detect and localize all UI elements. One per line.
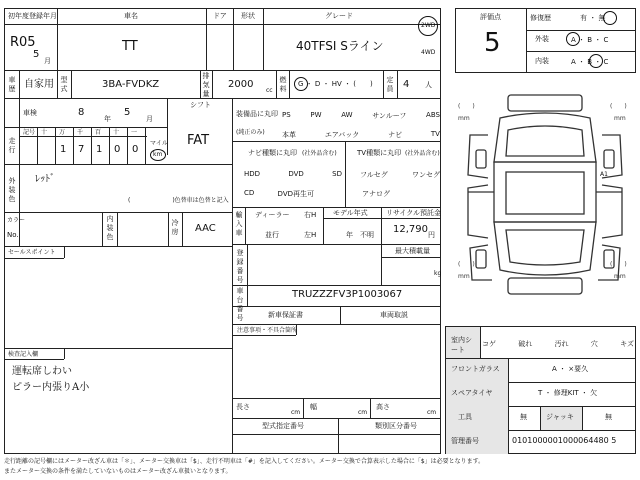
footer-line-2: またメーター交換の条件を満たしていないものはメーター改ざん車扱いとなります。 bbox=[4, 468, 232, 475]
width-cm: cm bbox=[358, 409, 368, 416]
car-name-label: 車名 bbox=[124, 12, 138, 20]
type-label: 型式 bbox=[60, 76, 68, 93]
model-year-label: モデル年式 bbox=[333, 209, 368, 217]
inspection-year: 8 bbox=[78, 107, 85, 118]
svg-text:mm: mm bbox=[614, 273, 626, 280]
reg-month-unit: 月 bbox=[44, 57, 51, 65]
checker-note-1: 運転席しわい bbox=[12, 366, 72, 377]
checker-notes-label: 検査記入欄 bbox=[8, 351, 39, 358]
navi-sub-label: (社外品含む) bbox=[302, 150, 337, 157]
mile-label: マイル bbox=[150, 140, 168, 147]
tv-item: フルセグ bbox=[360, 171, 388, 179]
odometer-header: 万 bbox=[59, 129, 66, 136]
drive-4wd: 4WD bbox=[421, 49, 436, 56]
odometer-header: 十 bbox=[41, 129, 48, 136]
equipment-item: 本革 bbox=[282, 131, 296, 139]
svg-text:( ): ( ) bbox=[610, 261, 627, 268]
color-label: 外装色 bbox=[8, 177, 16, 203]
svg-text:mm: mm bbox=[614, 115, 626, 122]
grade: 40TFSI Sライン bbox=[296, 39, 384, 53]
import-left: 左H bbox=[304, 231, 317, 239]
tools-label: 工具 bbox=[458, 413, 472, 421]
model-year-value: 年 不明 bbox=[346, 231, 374, 239]
width-label: 幅 bbox=[310, 403, 317, 411]
jack-value: 無 bbox=[605, 413, 612, 421]
color-value: ﾚｯﾄﾞ bbox=[35, 174, 55, 185]
model-code: 3BA-FVDKZ bbox=[102, 79, 160, 90]
kg-unit: kg bbox=[434, 270, 442, 277]
equipment-sub-label: (純正のみ) bbox=[236, 129, 265, 136]
svg-text:mm: mm bbox=[458, 115, 470, 122]
score-value: 5 bbox=[484, 28, 501, 58]
odometer-header: 記号 bbox=[23, 129, 36, 136]
damage-mark: A1 bbox=[600, 171, 608, 178]
registration-label: 登録番号 bbox=[236, 249, 244, 284]
checker-note-2: ピラー内張りA小 bbox=[12, 382, 90, 393]
equipment-item: TV bbox=[430, 130, 440, 138]
seat-condition-item: コゲ bbox=[482, 340, 496, 348]
navi-item: DVD bbox=[288, 170, 304, 178]
shift-label: シフト bbox=[190, 101, 211, 109]
category-label: 類別区分番号 bbox=[375, 422, 417, 430]
fuel-options: G ・ D ・ HV ・ ( ) bbox=[298, 80, 373, 88]
car-damage-diagram bbox=[450, 90, 640, 325]
interior-b-circle bbox=[589, 54, 603, 68]
capacity-label: 定員 bbox=[386, 76, 394, 93]
manual-label: 車両取説 bbox=[380, 311, 408, 319]
seat-condition-item: 穴 bbox=[590, 340, 598, 348]
control-value: 0101000001000064480 5 bbox=[512, 436, 617, 445]
jack-label: ジャッキ bbox=[546, 413, 574, 421]
glass-value: A ・ ×要久 bbox=[552, 365, 589, 373]
odometer-header: 千 bbox=[77, 129, 84, 136]
repair-label: 修復歴 bbox=[530, 14, 551, 22]
length-cm: cm bbox=[291, 409, 301, 416]
equipment-item: PS bbox=[282, 111, 291, 119]
interior-color-label: 内装色 bbox=[106, 215, 114, 241]
no-label: No. bbox=[7, 231, 19, 239]
repair-none-circle bbox=[603, 11, 617, 25]
yen-unit: 円 bbox=[428, 231, 435, 239]
car-name: TT bbox=[122, 39, 138, 54]
reg-year: R05 bbox=[10, 35, 36, 50]
notes-label: 注意事項・不具合箇所 bbox=[237, 327, 298, 334]
import-dealer: ディーラー bbox=[255, 211, 290, 219]
equipment-item: ナビ bbox=[388, 131, 403, 139]
exterior-options: A ・ B ・ C bbox=[571, 36, 609, 44]
ac-label: 冷房 bbox=[171, 219, 179, 236]
usage-value: 自家用 bbox=[24, 79, 54, 90]
interior-options: A ・ B ・ C bbox=[571, 58, 609, 66]
odometer-digit: 0 bbox=[132, 144, 139, 155]
odometer-digit: 1 bbox=[60, 144, 67, 155]
navi-item: SD bbox=[332, 170, 342, 178]
odometer-header: 百 bbox=[95, 129, 102, 136]
glass-label: フロントガラス bbox=[451, 365, 500, 373]
height-label: 高さ bbox=[376, 403, 390, 411]
door-label: ドア bbox=[213, 12, 227, 20]
exterior-label: 外装 bbox=[535, 35, 549, 43]
equipment-item: エアバック bbox=[324, 131, 360, 139]
capacity: 4 bbox=[403, 79, 410, 90]
seat-condition-item: キズ bbox=[620, 340, 634, 348]
sales-point-label: セールスポイント bbox=[8, 249, 56, 256]
inspection-year-unit: 年 bbox=[104, 115, 111, 123]
odometer-digit: 1 bbox=[96, 144, 103, 155]
chassis-label: 車台番号 bbox=[236, 287, 244, 322]
navi-item: HDD bbox=[244, 170, 261, 178]
shift-value: FAT bbox=[187, 133, 210, 148]
navi-item: CD bbox=[244, 189, 255, 197]
displacement: 2000 bbox=[228, 79, 254, 90]
odometer-header: 一 bbox=[131, 129, 138, 136]
type-designation-label: 型式指定番号 bbox=[262, 422, 304, 430]
equipment-label: 装備品に丸印 bbox=[236, 110, 278, 118]
first-reg-label: 初年度登録年月 bbox=[8, 12, 57, 20]
equipment-item: PW bbox=[310, 111, 322, 119]
tv-item: ワンセグ bbox=[412, 171, 440, 179]
exterior-a-circle bbox=[566, 32, 580, 46]
odometer-digit: 0 bbox=[114, 144, 121, 155]
svg-text:( ): ( ) bbox=[458, 103, 475, 110]
usage-label: 車歴 bbox=[8, 76, 16, 93]
color-no-label: カラー bbox=[7, 217, 26, 224]
shape-label: 形状 bbox=[241, 12, 255, 20]
recycle-label: リサイクル預託金 bbox=[386, 209, 442, 217]
grade-label: グレード bbox=[325, 12, 353, 20]
tv-item: アナログ bbox=[362, 190, 390, 198]
chassis-number: TRUZZZFV3P1003067 bbox=[292, 289, 403, 300]
inspection-month-unit: 月 bbox=[146, 115, 153, 123]
seat-condition-item: 破れ bbox=[518, 340, 533, 348]
equipment-item: ABS bbox=[426, 111, 440, 119]
inspection-label: 車検 bbox=[23, 109, 37, 117]
length-label: 長さ bbox=[236, 403, 250, 411]
odometer-digit: 7 bbox=[78, 144, 85, 155]
svg-text:mm: mm bbox=[458, 273, 470, 280]
fuel-label: 燃料 bbox=[279, 76, 287, 93]
seat-condition-item: 汚れ bbox=[554, 340, 569, 348]
warranty-label: 新車保証書 bbox=[268, 311, 303, 319]
repair-options: 有 ・ 無 bbox=[580, 14, 606, 22]
tv-sub-label: (社外品含む) bbox=[405, 150, 440, 157]
tools-value: 無 bbox=[520, 413, 527, 421]
spare-label: スペアタイヤ bbox=[451, 389, 493, 397]
import-label: 輸入車 bbox=[235, 211, 243, 237]
navi-item: DVD再生可 bbox=[277, 190, 314, 198]
interior-label: 内装 bbox=[535, 57, 549, 65]
equipment-item: AW bbox=[341, 111, 353, 119]
svg-text:( ): ( ) bbox=[610, 103, 627, 110]
import-parallel: 並行 bbox=[265, 231, 279, 239]
cc-unit: cc bbox=[266, 87, 273, 94]
tv-label: TV種類に丸印 bbox=[357, 149, 402, 157]
import-right: 右H bbox=[304, 211, 317, 219]
navi-label: ナビ種類に丸印 bbox=[248, 149, 297, 157]
mileage-label: 走行 bbox=[8, 137, 16, 154]
ac-value: AAC bbox=[195, 223, 216, 234]
equipment-item: サンルーフ bbox=[372, 112, 407, 120]
drive-2wd: 2WD bbox=[421, 22, 436, 29]
displacement-label: 排気量 bbox=[202, 72, 210, 98]
score-label: 評価点 bbox=[480, 13, 501, 21]
max-load-label: 最大積載量 bbox=[395, 247, 430, 255]
recycle-value: 12,790 bbox=[393, 224, 428, 235]
inspection-month: 5 bbox=[124, 107, 131, 118]
svg-text:( ): ( ) bbox=[458, 261, 475, 268]
control-label: 管理番号 bbox=[451, 437, 479, 445]
height-cm: cm bbox=[427, 409, 437, 416]
km-label: km bbox=[153, 151, 163, 158]
spare-value: T ・ 修理KIT ・ 欠 bbox=[538, 389, 598, 397]
capacity-unit: 人 bbox=[425, 81, 432, 89]
reg-month: 5 bbox=[33, 49, 40, 60]
footer-line-1: 走行距離の記号欄にはメーター改ざん車は「＊」、メーター交換車は「$」、走行不明車は「#」を記入してください。メーター交換で合算表示した場合に「$」は必要となります。 bbox=[4, 458, 485, 465]
color-note: ( )色替車は色替と記入 bbox=[128, 197, 229, 204]
seat-label: 室内シート bbox=[451, 336, 472, 354]
odometer-header: 十 bbox=[113, 129, 120, 136]
